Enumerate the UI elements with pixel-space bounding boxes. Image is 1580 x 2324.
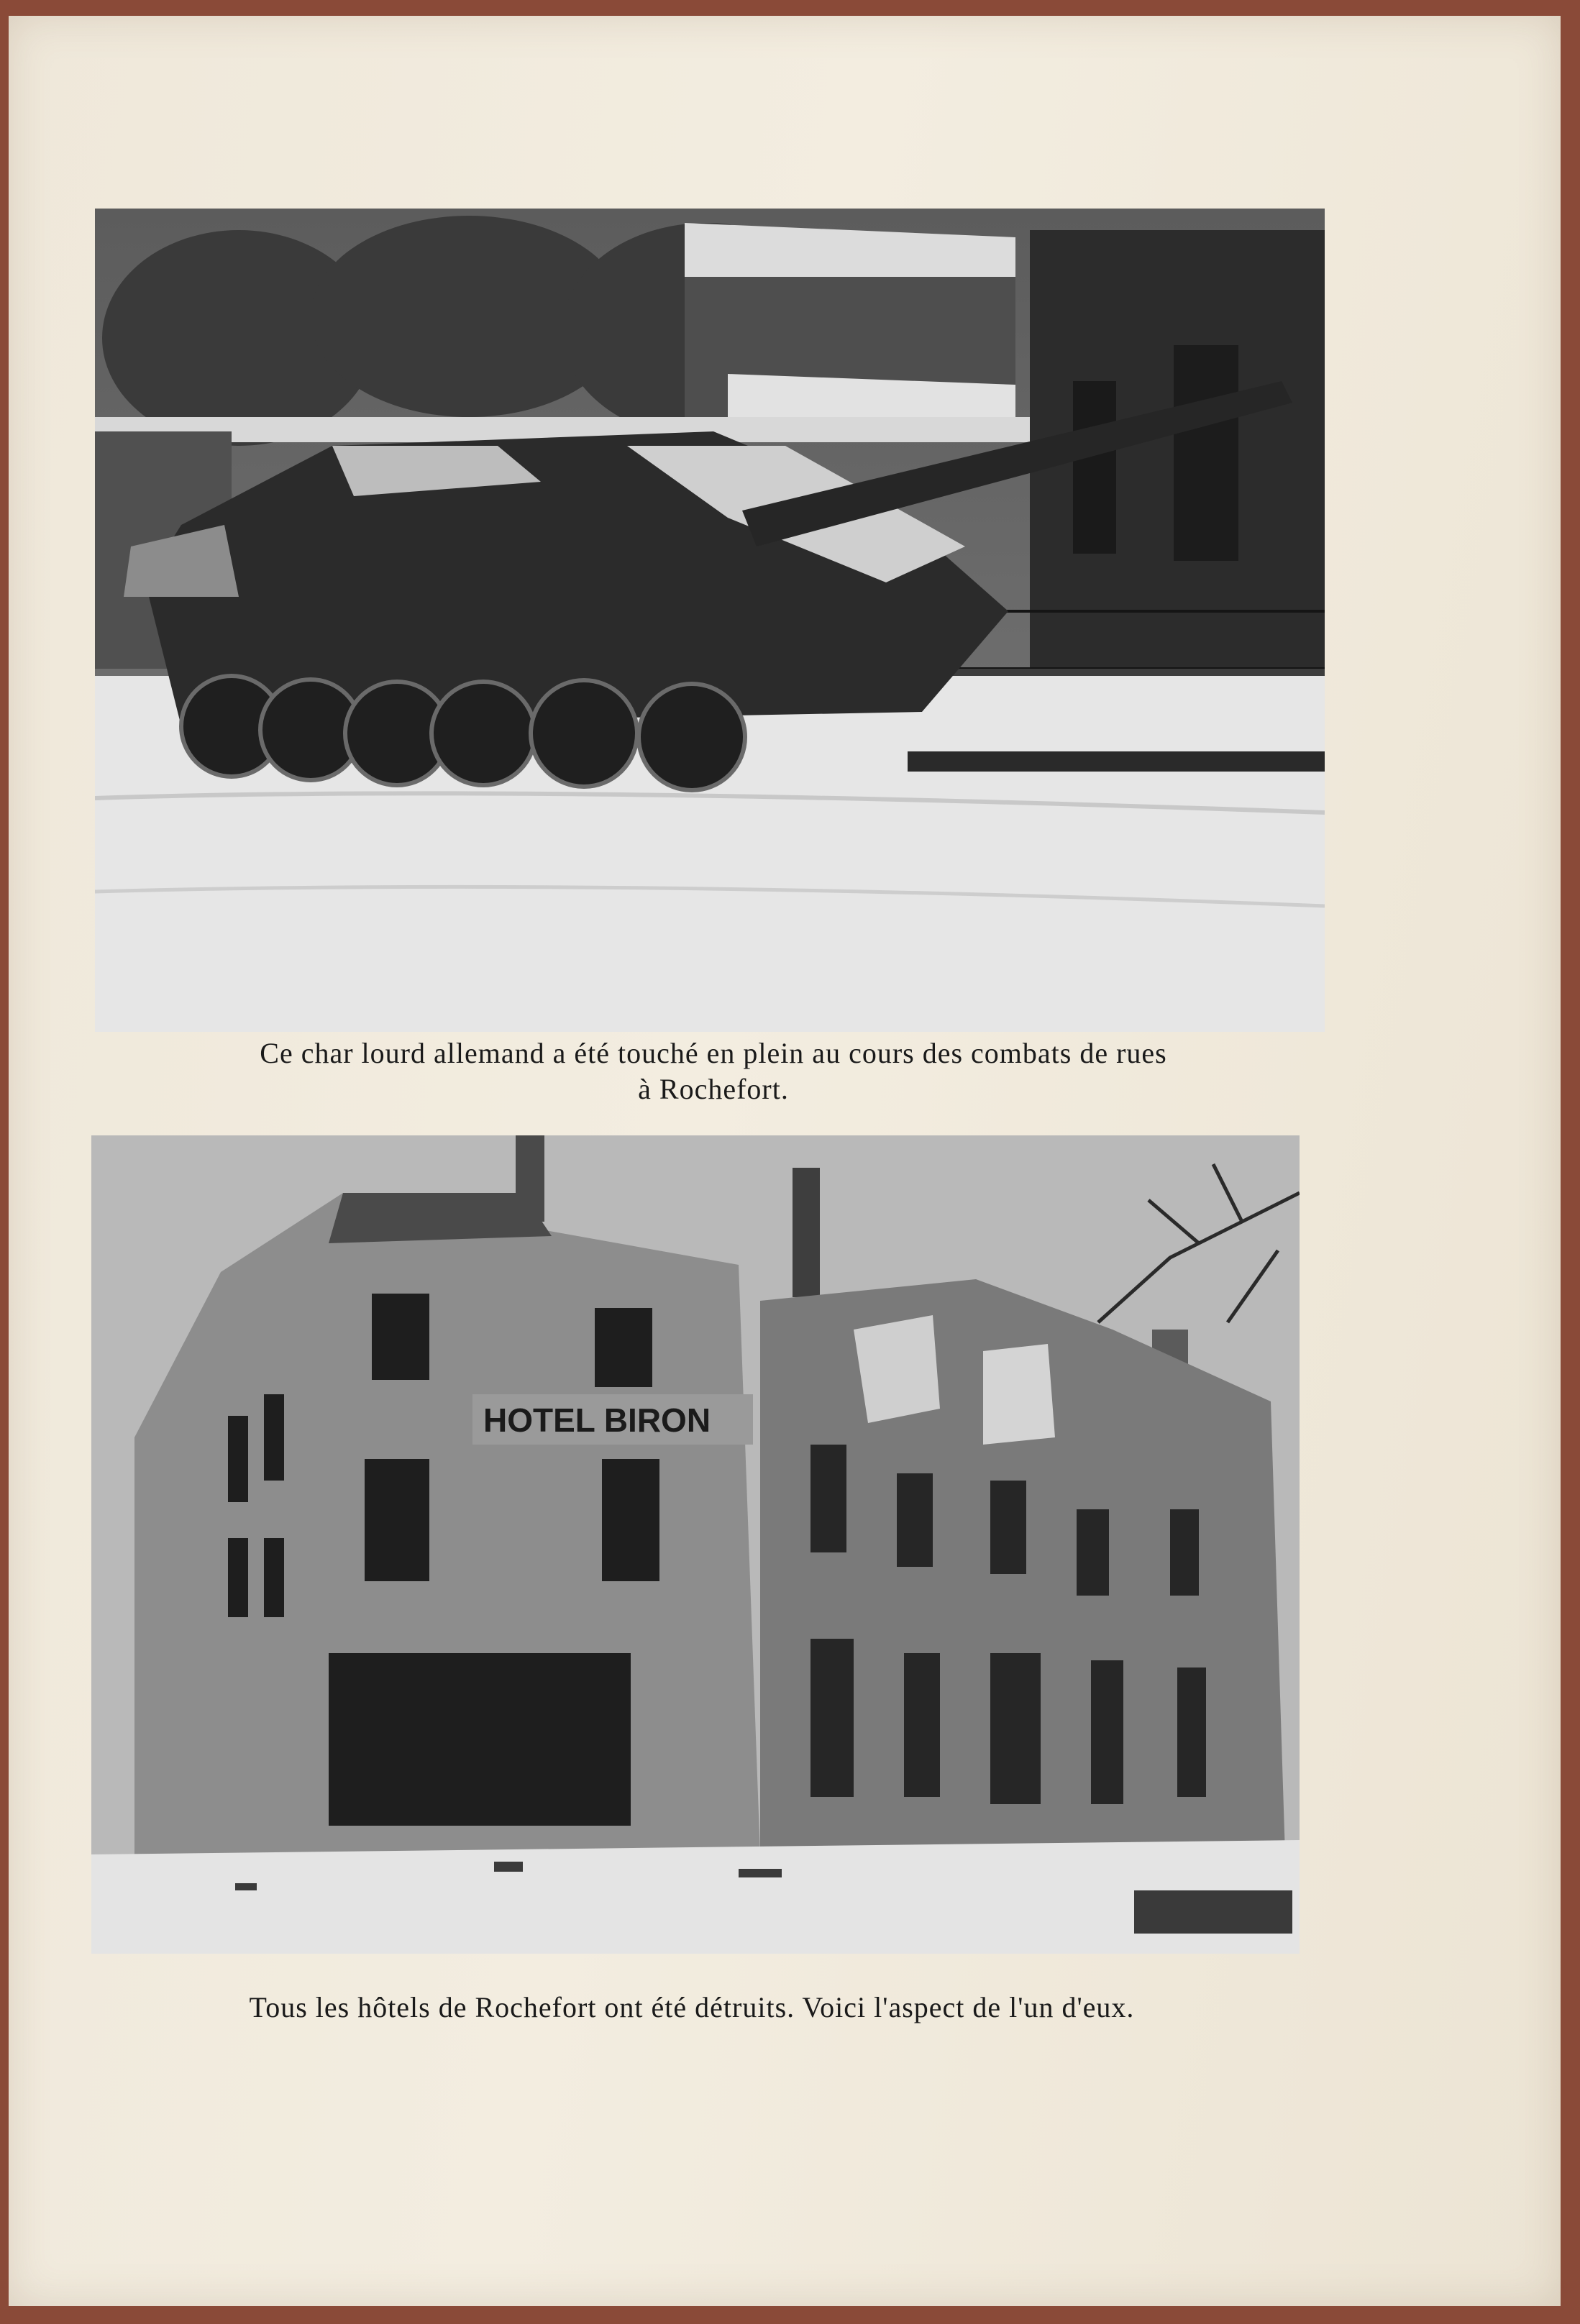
ruined-hotel-photo (91, 1135, 1300, 1954)
caption-line: Ce char lourd allemand a été touché en plein au cours des combats de rues (260, 1037, 1167, 1069)
caption-line: Tous les hôtels de Rochefort ont été détruits. Voici l'aspect de l'un d'eux. (249, 1991, 1135, 2023)
ruined-hotel-photo-caption (109, 1990, 1274, 2026)
tank-photo (95, 209, 1325, 1032)
tank-photo-caption (124, 1035, 1303, 1107)
hotel-sign: HOTEL BIRON (483, 1401, 711, 1439)
caption-line: à Rochefort. (638, 1073, 789, 1105)
book-page (9, 16, 1561, 2306)
